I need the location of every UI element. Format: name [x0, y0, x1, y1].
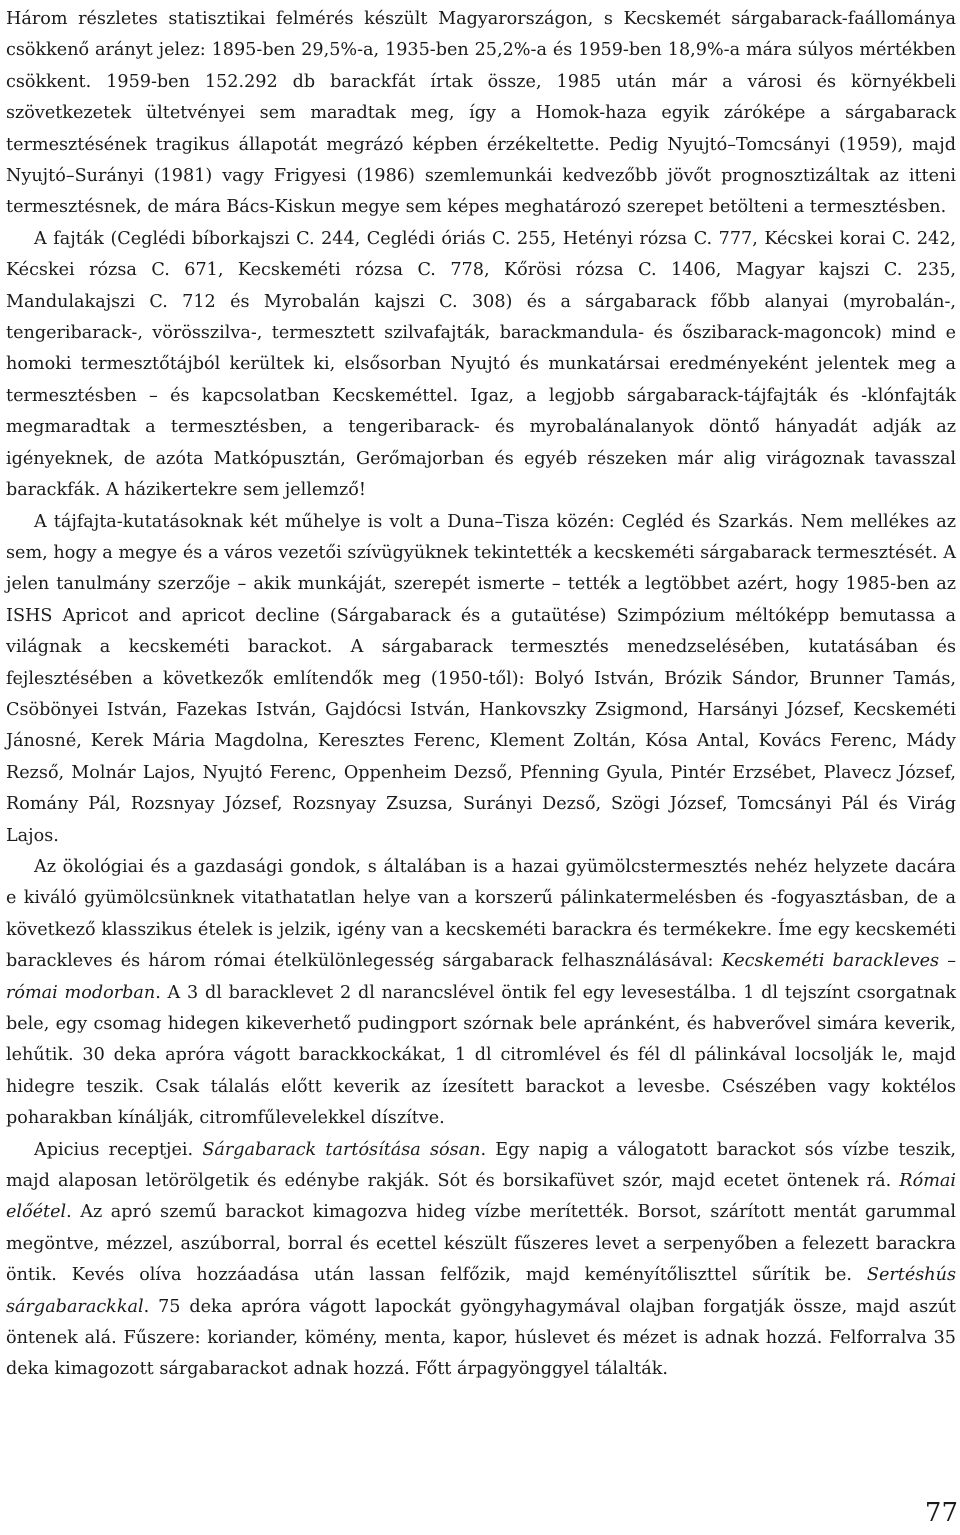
paragraph-5 — [6, 1135, 956, 1386]
text-segment: Apicius receptjei. — [34, 1139, 203, 1160]
paragraph-4 — [6, 852, 956, 1135]
text-segment: . Az apró szemű barackot kimagozva hideg vízbe merítették. Borsot, szárított mentát garummal megöntve, mézzel, aszúborral, borral és ecettel készült fűszeres levet a serpenyőben a felezett barackra öntik. Kevés olíva hozzáadása után lassan felfőzik, majd keményítőliszttel sűrítik be. — [6, 1202, 956, 1286]
text-segment: A tájfajta-kutatásoknak két műhelye is volt a Duna–Tisza közén: Cegléd és Szarkás. Nem mellékes az sem, hogy a megye és a város vezetői szívügyüknek tekintették a kecskeméti sárgabarack termesztését. A jelen tanulmány szerzője – akik munkáját, szerepét ismerte – tették a legtöbbet azért, hogy 1985-ben az ISHS Apricot and apricot decline (Sárgabarack és a gutaütése) Szimpózium méltóképp bemutassa a világnak a kecskeméti barackot. A sárgabarack termesztés menedzselésében, kutatásában és fejlesztésében a következők említendők meg (1950-től): Bolyó István, Brózik Sándor, Brunner Tamás, Csöbönyei István, Fazekas István, Gajdócsi István, Hankovszky Zsigmond, Harsányi József, Kecskeméti Jánosné, Kerek Mária Magdolna, Keresztes Ferenc, Klement Zoltán, Kósa Antal, Kovács Ferenc, Mády Rezső, Molnár Lajos, Nyujtó Ferenc, Oppenheim Dezső, Pfenning Gyula, Pintér Erzsébet, Plavecz József, Romány Pál, Rozsnyay József, Rozsnyay Zsuzsa, Surányi Dezső, Szögi József, Tomcsányi Pál és Virág Lajos. — [6, 511, 956, 846]
text-segment: A fajták (Ceglédi bíborkajszi C. 244, Ceglédi óriás C. 255, Hetényi rózsa C. 777, Kécskei korai C. 242, Kécskei rózsa C. 671, Kecskeméti rózsa C. 778, Kőrösi rózsa C. 1406, Magyar kajszi C. 235, Mandulakajszi C. 712 és Myrobalán kajszi C. 308) és a sárgabarack főbb alanyai (myrobalán-, tengeribarack-, vörösszilva-, termesztett szilvafajták, barackmandula- és őszibarack-magoncok) mind e homoki termesztőtájból kerültek ki, elsősorban Nyujtó és munkatársai eredményeként jelentek meg a termesztésben – és kapcsolatban Kecskeméttel. Igaz, a legjobb sárgabarack-tájfajták és -klónfajták megmaradtak a termesztésben, a tengeribarack- és myrobalánalanyok döntő hányadát adják az igényeknek, de azóta Matkópusztán, Gerőmajorban és egyéb részeken már alig virágoznak tavasszal barackfák. A házikertekre sem jellemző! — [6, 228, 956, 501]
text-segment: Három részletes statisztikai felmérés készült Magyarországon, s Kecskemét sárgabarack-faállománya csökkenő arányt jelez: 1895-ben 29,5%-a, 1935-ben 25,2%-a és 1959-ben 18,9%-a mára súlyos mértékben csökkent. 1959-ben 152.292 db barackfát írtak össze, 1985 után már a városi és környékbeli szövetkezetek ültetvényei sem maradtak meg, így a Homok-haza egyik záróképe a sárgabarack termesztésének tragikus állapotát megrázó képben érzékeltette. Pedig Nyujtó–Tomcsányi (1959), majd Nyujtó–Surányi (1981) vagy Frigyesi (1986) szemlemunkái kedvezőbb jövőt prognosztizáltak az itteni termesztésnek, de mára Bács-Kiskun megye sem képes meghatározó szerepet betölteni a termesztésben. — [6, 9, 956, 218]
italic-text-segment: Sárgabarack tartósítása sósan — [202, 1139, 481, 1160]
text-segment: . 75 deka apróra vágott lapockát gyöngyhagymával olajban forgatják össze, majd aszút öntenek alá. Fűszere: koriander, kömény, menta, kapor, húslevet és mézet is adnak hozzá. Felforralva 35 deka kimagozott sárgabarackot adnak hozzá. Főtt árpagyönggyel tálalták. — [6, 1296, 956, 1380]
text-segment: . Egy napig a válogatott barackot sós vízbe teszik, majd alaposan letörölgetik és edénybe rakják. Sót és borsikafüvet szór, majd ecetet öntenek rá. — [6, 1139, 956, 1192]
italic-text-segment: Sertéshús sárgabarackkal — [6, 1265, 956, 1317]
paragraph-1 — [6, 4, 956, 224]
page-number: 77 — [924, 1498, 958, 1528]
italic-text-segment: Római előétel — [6, 1171, 956, 1223]
document-page — [6, 4, 956, 1386]
text-segment: Az ökológiai és a gazdasági gondok, s általában is a hazai gyümölcstermesztés nehéz helyzete dacára e kiváló gyümölcsünknek vitathatatlan helye van a korszerű pálinkatermelésben és -fogyasztásban, de a következő klasszikus ételek is jelzik, igény van a kecskeméti barackra és termékekre. Íme egy kecskeméti barackleves és három római ételkülönlegesség sárgabarack felhasználásával: — [6, 856, 956, 972]
paragraph-3 — [6, 507, 956, 852]
paragraph-2 — [6, 224, 956, 507]
italic-text-segment: Kecskeméti barackleves – római modorban — [6, 951, 956, 1003]
text-segment: . A 3 dl baracklevet 2 dl narancslével öntik fel egy levesestálba. 1 dl tejszínt csorgatnak bele, egy csomag hidegen kikeverhető pudingport szórnak bele apránként, és habverővel simára keverik, lehűtik. 30 deka apróra vágott barackkockákat, 1 dl citromlével és fél dl pálinkával locsolják le, majd hidegre teszik. Csak tálalás előtt keverik az ízesített barackot a levesbe. Csészében vagy koktélos poharakban kínálják, citromfűlevelekkel díszítve. — [6, 982, 956, 1129]
